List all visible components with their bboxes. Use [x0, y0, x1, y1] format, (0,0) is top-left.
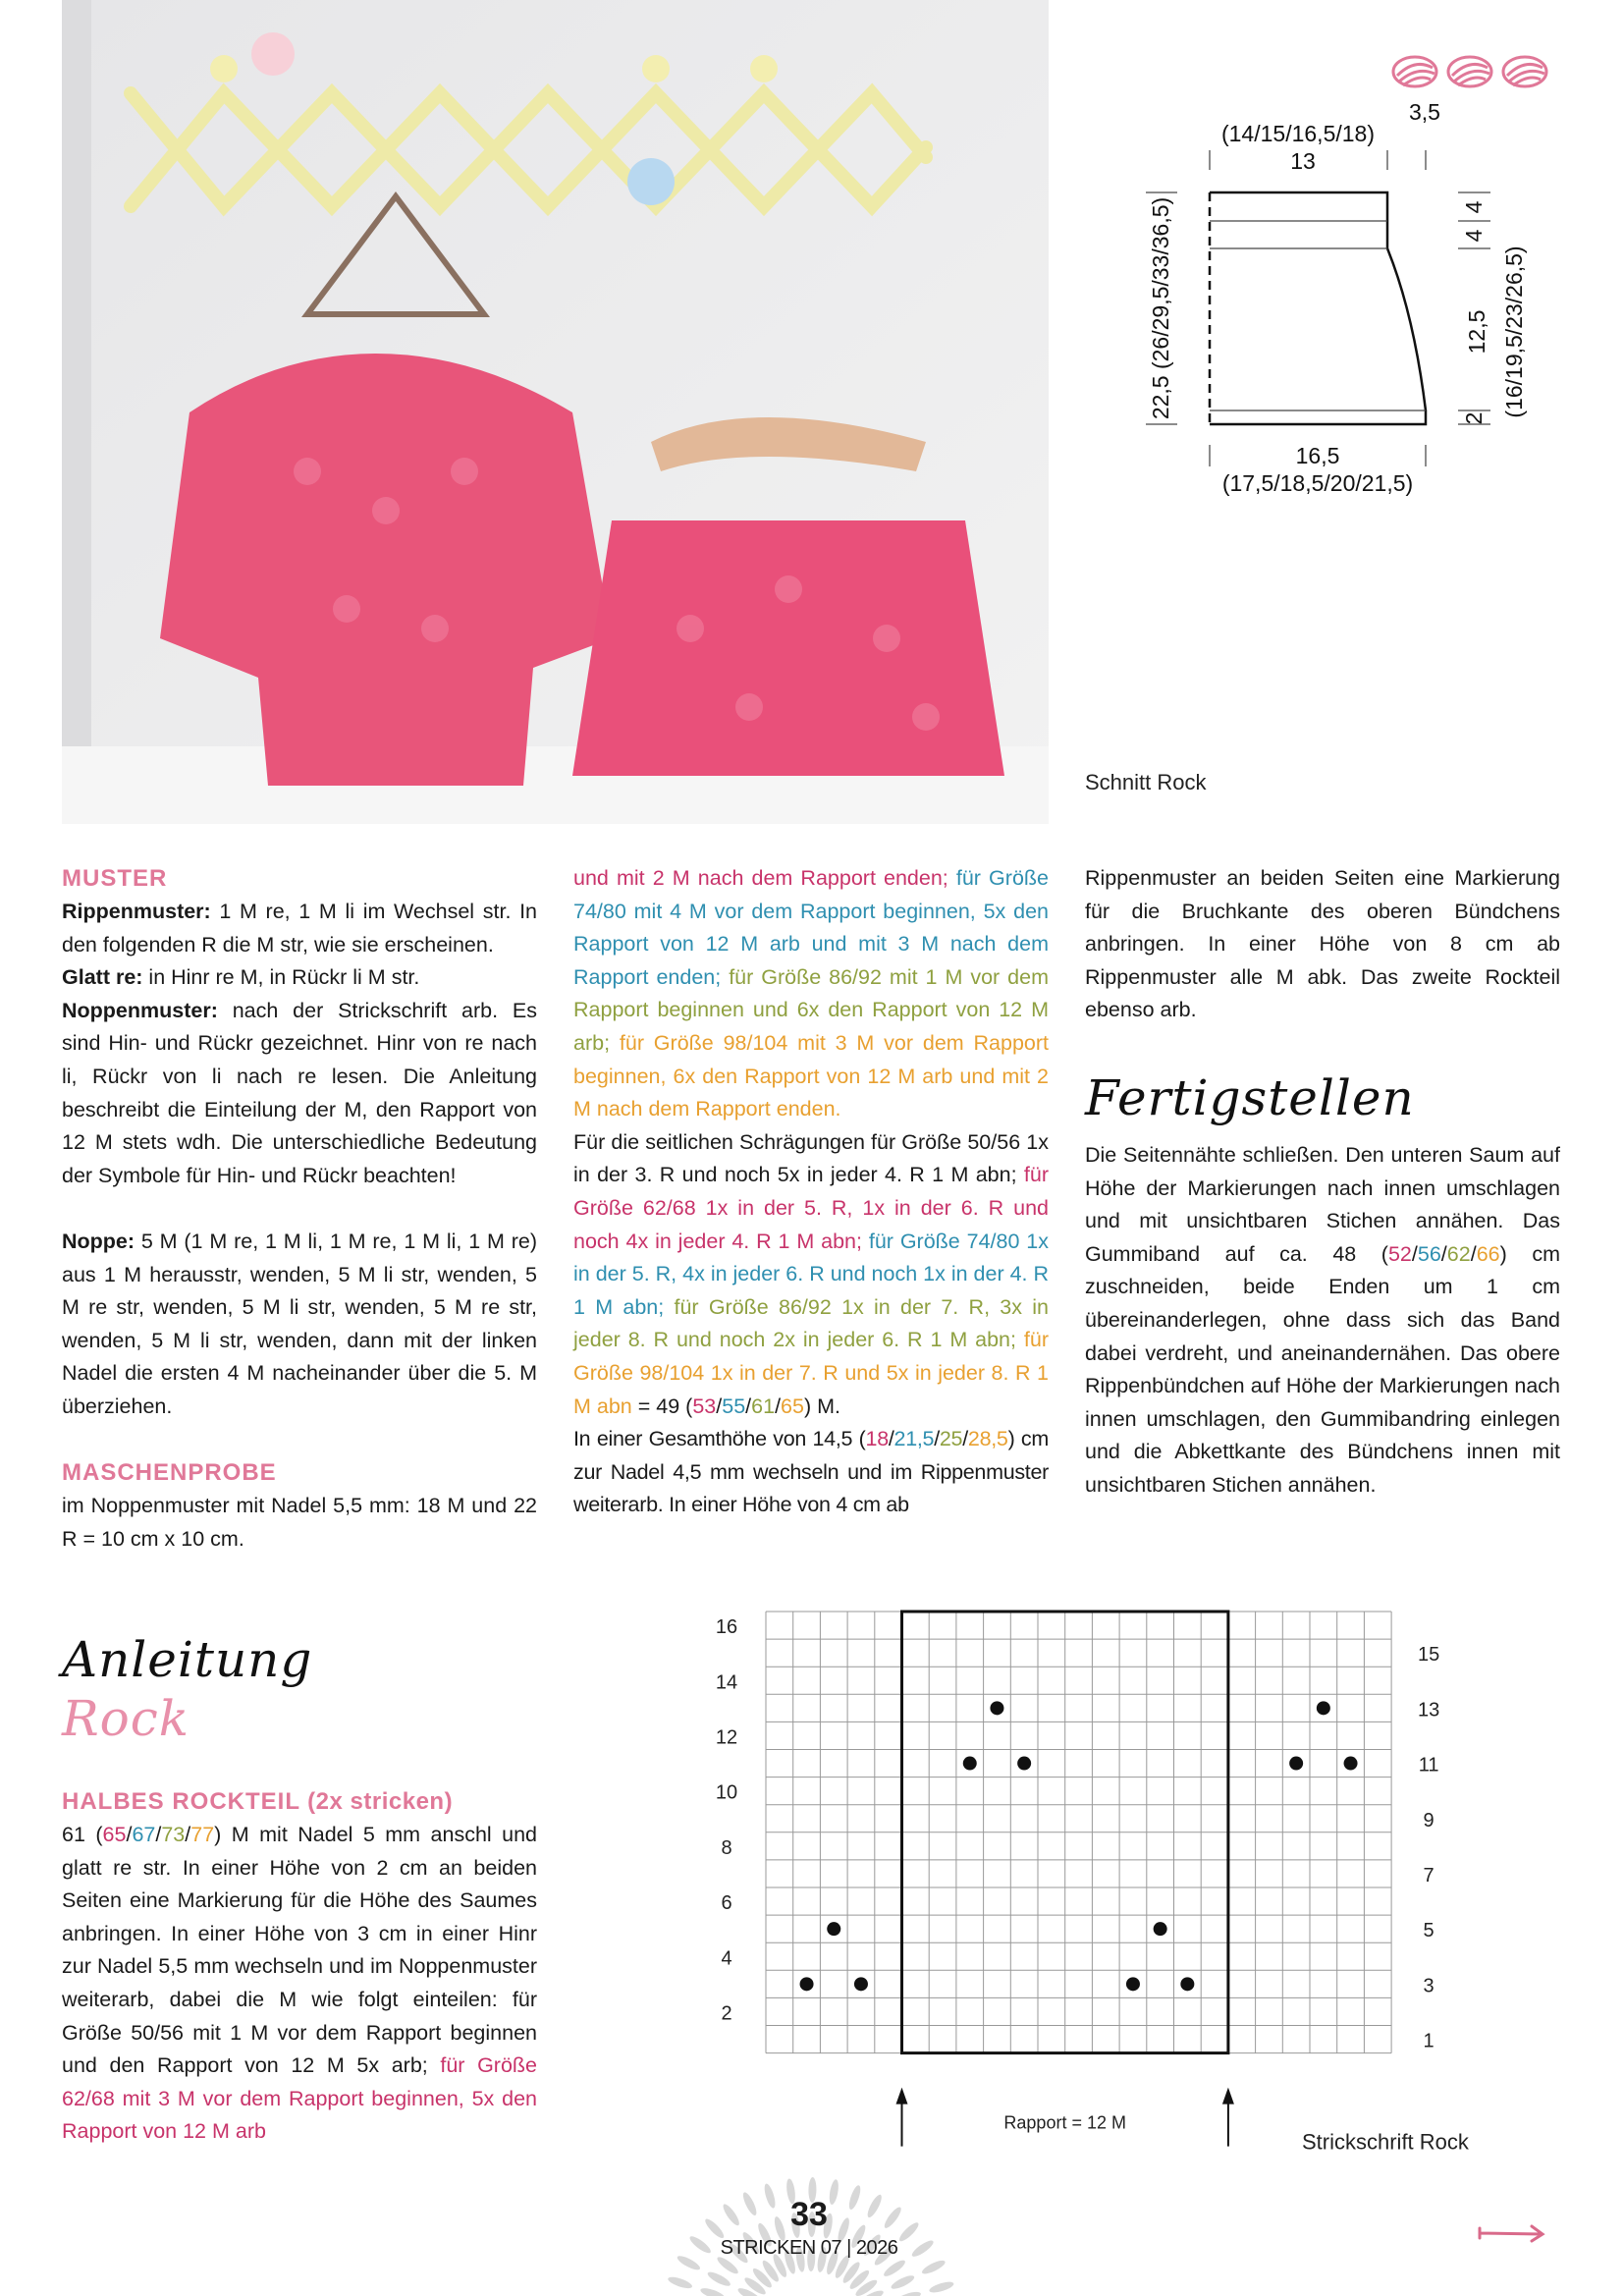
- sunburst-ray: [895, 2290, 922, 2296]
- text-run: Die Seitennähte schließen. Den unteren Saum auf Höhe der Markierungen nach innen umschlagen und mit unsichtbaren Stichen annähen. Das Gummiband auf ca. 48 (: [1085, 1142, 1560, 1266]
- paragraph-finishing: [1085, 1139, 1560, 1503]
- text-run: für Größe 62/68 mit 3 M vor dem Rapport beginnen, 5x den Rapport von 12 M arb: [62, 2053, 538, 2144]
- text-run: In einer Gesamthöhe von 14,5 (: [573, 1427, 866, 1451]
- text-run: 1 M re, 1 M li im Wechsel str. In den folgenden R die M str, wie sie erscheinen.: [62, 900, 537, 957]
- text-run: 65: [781, 1394, 804, 1418]
- row-label-left: 4: [721, 1947, 732, 1970]
- text-run: Für die seitlichen Schrägungen für Größe 50/56 1x in der 3. R und noch 5x in jeder 4. R 1 M abn;: [573, 1129, 1049, 1187]
- sunburst-ray: [706, 2269, 732, 2288]
- row-label-right: 15: [1417, 1644, 1440, 1667]
- bobble-symbol: [1017, 1757, 1031, 1771]
- text-run: 5 M (1 M re, 1 M li, 1 M re, 1 M li, 1 M re) aus 1 M herausstr, wenden, 5 M li str, wenden, 5 M re str, wenden, 5 M li str, wenden, 5 M re str, wenden, 5 M li str, wenden, dann mit der linken Nadel die ersten 4 M nacheinander über die 5. M überziehen.: [62, 1229, 537, 1418]
- schematic-body-sizes: (16/19,5/23/26,5): [1501, 246, 1527, 418]
- sunburst-ray: [928, 2279, 954, 2294]
- paragraph-noppe: [62, 1226, 537, 1424]
- text-run: für Größe 86/92 1x in der 7. R, 3x in jeder 8. R und noch 2x in jeder 6. R 1 M abn;: [573, 1294, 1049, 1352]
- text-run: /: [155, 1823, 162, 1846]
- text-run: 61: [751, 1394, 776, 1418]
- paragraph-noppenmuster: [62, 995, 537, 1193]
- rapport-arrow-head-icon: [896, 2088, 908, 2105]
- text-run: ) M.: [803, 1394, 840, 1418]
- text-run: /: [185, 1823, 191, 1846]
- title-fertigstellen: Fertigstellen: [1085, 1068, 1415, 1126]
- row-label-left: 10: [715, 1781, 738, 1804]
- paragraph-rib: [573, 1423, 1049, 1522]
- row-label-right: 13: [1417, 1699, 1440, 1722]
- text-run: 73: [161, 1823, 186, 1846]
- text-run: HALBES ROCKTEIL: [62, 1788, 300, 1815]
- row-label-right: 3: [1423, 1975, 1435, 1997]
- text-run: 53: [692, 1394, 717, 1418]
- text-run: /: [1411, 1241, 1418, 1266]
- bobble-symbol: [1126, 1977, 1140, 1991]
- paragraph-rippenmuster: [62, 896, 537, 961]
- text-run: Glatt re:: [62, 965, 143, 990]
- text-run: und mit 2 M nach dem Rapport enden;: [573, 866, 956, 890]
- row-label-right: 7: [1423, 1864, 1435, 1886]
- bobble-symbol: [963, 1757, 977, 1771]
- text-run: 21,5: [893, 1427, 935, 1451]
- text-run: /: [962, 1427, 968, 1451]
- column-1-top: [62, 862, 537, 1556]
- bobble-symbol: [854, 1977, 868, 1991]
- row-label-right: 9: [1423, 1809, 1435, 1831]
- row-label-right: 11: [1418, 1754, 1439, 1777]
- text-run: Rippenmuster:: [62, 900, 211, 923]
- schematic-total-height: 22,5 (26/29,5/33/36,5): [1148, 196, 1173, 420]
- sunburst-ray: [667, 2274, 693, 2290]
- paragraph-glatt-re: [62, 961, 537, 995]
- text-run: /: [1440, 1241, 1447, 1266]
- text-run: /: [126, 1823, 133, 1846]
- schematic-band-mid: 4: [1461, 229, 1487, 243]
- text-run: 61 (: [62, 1823, 103, 1846]
- column-3: [1085, 862, 1560, 1503]
- schematic-bottom-width: 16,5: [1295, 443, 1340, 468]
- heading-maschenprobe: MASCHENPROBE: [62, 1459, 277, 1487]
- text-run: = 49 (: [631, 1394, 693, 1418]
- column-2: [573, 862, 1049, 1522]
- text-run: /: [716, 1394, 723, 1418]
- schematic-bottom-sizes: (17,5/18,5/20/21,5): [1221, 470, 1414, 496]
- text-run: für Größe 86/92 mit 1 M vor dem Rapport beginnen und 6x den Rapport von 12 M arb;: [573, 964, 1049, 1055]
- bobble-symbol: [990, 1701, 1003, 1715]
- bobble-symbol: [1154, 1922, 1167, 1936]
- text-run: /: [888, 1427, 894, 1451]
- text-run: für Größe 98/104 mit 3 M vor dem Rapport beginnen, 6x den Rapport von 12 M arb und mit 2 M nach dem Rapport enden.: [573, 1030, 1049, 1121]
- title-rock: Rock: [62, 1690, 190, 1747]
- text-run: Rippenmuster an beiden Seiten eine Markierung für die Bruchkante des oberen Bündchens anbringen. In einer Höhe von 8 cm ab Rippenmuster alle M abk. Das zweite Rockteil ebenso arb.: [1085, 866, 1560, 1022]
- row-label-left: 12: [715, 1726, 738, 1749]
- bobble-symbol: [1180, 1977, 1194, 1991]
- text-run: für Größe 98/104 1x in der 7. R und 5x in jeder 8. R 1 M abn: [573, 1328, 1049, 1418]
- text-run: 66: [1476, 1241, 1500, 1266]
- title-anleitung: Anleitung: [62, 1631, 313, 1688]
- row-label-left: 2: [721, 2002, 732, 2025]
- row-label-left: 8: [721, 1836, 732, 1859]
- column-1-bottom: [62, 1630, 537, 2149]
- bobble-symbol: [1289, 1757, 1303, 1771]
- row-label-left: 14: [715, 1671, 738, 1694]
- text-run: 67: [132, 1823, 156, 1846]
- schematic-caption: Schnitt Rock: [1085, 770, 1207, 794]
- sunburst-ray: [699, 2286, 726, 2296]
- bobble-symbol: [800, 1977, 814, 1991]
- heading-muster: MUSTER: [62, 865, 168, 892]
- row-label-left: 16: [715, 1616, 738, 1639]
- magazine-issue: STRICKEN 07 | 2026: [720, 2237, 898, 2259]
- text-run: 52: [1387, 1241, 1412, 1266]
- text-run: 65: [102, 1823, 127, 1846]
- text-run: im Noppenmuster mit Nadel 5,5 mm: 18 M und 22 R = 10 cm x 10 cm.: [62, 1494, 537, 1551]
- sunburst-ray: [890, 2273, 916, 2292]
- text-run: 28,5: [967, 1427, 1008, 1451]
- text-run: /: [775, 1394, 782, 1418]
- text-run: 25: [939, 1427, 963, 1451]
- schematic-top-width: 13: [1290, 148, 1316, 174]
- paragraph-size-division: [573, 862, 1049, 1126]
- text-run: /: [745, 1394, 752, 1418]
- text-run: 56: [1417, 1241, 1441, 1266]
- text-run: für Größe 74/80 mit 4 M vor dem Rapport beginnen, 5x den Rapport von 12 M arb und mit 3 M nach dem Rapport enden;: [573, 866, 1049, 989]
- text-run: /: [934, 1427, 940, 1451]
- bobble-symbol: [827, 1922, 840, 1936]
- page-number: 33: [790, 2196, 828, 2233]
- schematic-band-top: 4: [1461, 200, 1487, 214]
- row-label-left: 6: [721, 1892, 732, 1915]
- row-label-right: 1: [1423, 2030, 1435, 2052]
- paragraph-maschenprobe: [62, 1490, 537, 1556]
- text-run: ) M mit Nadel 5 mm anschl und glatt re str. In einer Höhe von 2 cm an beiden Seiten eine Markierung für die Höhe des Saumes anbringen. In einer Höhe von 3 cm in einer Hinr zur Nadel 5,5 mm wechseln und im Noppenmuster weiterarb, dabei die M wie folgt einteilen: für Größe 50/56 mit 1 M vor dem Rapport beginnen und den Rapport von 12 M 5x arb;: [62, 1823, 537, 2078]
- text-run: Noppe:: [62, 1229, 135, 1253]
- schematic-top-sizes: (14/15/16,5/18): [1220, 121, 1376, 146]
- chart-caption: Strickschrift Rock: [1302, 2129, 1469, 2155]
- text-run: 77: [190, 1823, 215, 1846]
- sunburst-ray: [882, 2258, 907, 2278]
- heading-halbes-rockteil: [62, 1785, 537, 1819]
- text-run: (2x stricken): [300, 1788, 454, 1815]
- text-run: nach der Strickschrift arb. Es sind Hin- und Rückr gezeichnet. Hinr von re nach li, Rückr von li nach re lesen. Die Anleitung beschreibt die Einteilung der M, den Rapport von 12 M stets wdh. Die unterschiedliche Bedeutung der Symbole für Hin- und Rückr beachten!: [62, 998, 537, 1187]
- text-run: ) cm zur Nadel 4,5 mm wechseln und im Rippenmuster weiterarb. In einer Höhe von 4 cm ab: [573, 1427, 1049, 1517]
- schematic-body-height: 12,5: [1464, 309, 1489, 355]
- skirt-schematic: [0, 0, 1624, 550]
- text-run: 55: [722, 1394, 746, 1418]
- schematic-side-offset: 3,5: [1409, 99, 1440, 125]
- text-run: /: [1470, 1241, 1477, 1266]
- rapport-arrow-head-icon: [1222, 2088, 1234, 2105]
- sunburst-ray: [920, 2258, 947, 2276]
- next-page-arrow-icon[interactable]: [1477, 2221, 1547, 2250]
- text-run: ) cm zuschneiden, beide Enden um 1 cm übereinanderlegen, ohne dass sich das Band dabei verdreht, und aneinandernähen. Das obere Rippenbündchen auf Höhe der Markierungen nach innen umschlagen, den Gummibandring einlegen und die Abkettkante des Bündchens innen mit unsichtbaren Stichen annähen.: [1085, 1241, 1560, 1497]
- text-run: Noppenmuster:: [62, 998, 218, 1022]
- knitting-chart: [687, 1581, 1571, 2170]
- text-run: 18: [865, 1427, 889, 1451]
- paragraph-rib-continued: [1085, 862, 1560, 1027]
- rapport-label: Rapport = 12 M: [1003, 2112, 1126, 2133]
- text-run: in Hinr re M, in Rückr li M str.: [142, 965, 420, 990]
- paragraph-rockteil: [62, 1819, 537, 2149]
- row-label-right: 5: [1423, 1920, 1435, 1942]
- bobble-symbol: [1344, 1757, 1358, 1771]
- bobble-symbol: [1317, 1701, 1330, 1715]
- paragraph-decreases: [573, 1126, 1049, 1423]
- text-run: für Größe 62/68 1x in der 5. R, 1x in der 6. R und noch 4x in jeder 4. R 1 M abn;: [573, 1163, 1049, 1253]
- schematic-hem: 2: [1461, 411, 1487, 425]
- text-run: für Größe 74/80 1x in der 5. R, 4x in jeder 6. R und noch 1x in der 4. R 1 M abn;: [573, 1229, 1050, 1319]
- text-run: 62: [1446, 1241, 1471, 1266]
